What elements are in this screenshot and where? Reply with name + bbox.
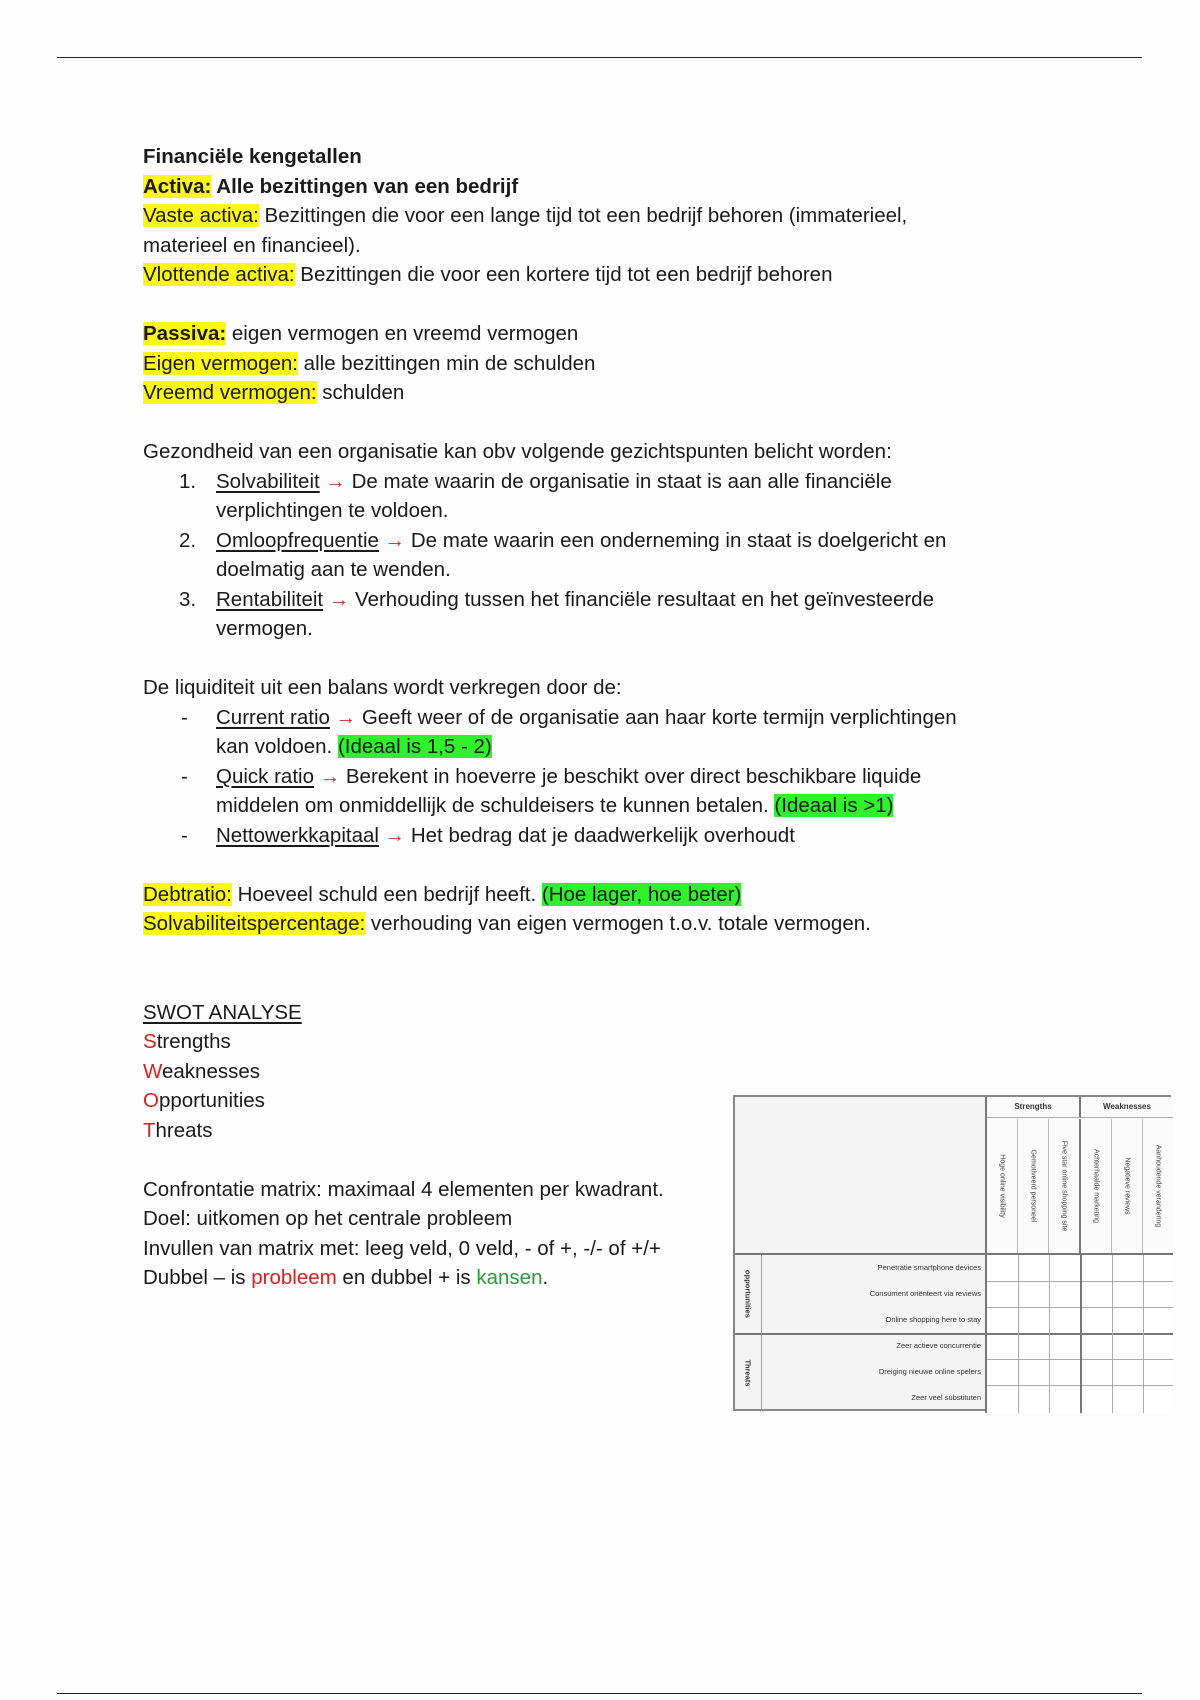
swot-item: Opportunities — [143, 1089, 265, 1112]
bottom-rule — [57, 1693, 1142, 1694]
list-item: - Nettowerkkapitaal → Het bedrag dat je daadwerkelijk overhoudt — [181, 823, 795, 847]
vaste-activa-label: Vaste activa: — [143, 204, 259, 227]
list-item: - Current ratio → Geeft weer of de organisatie aan haar korte termijn verplichtingen kan voldoen. (Ideaal is 1,5 - 2) — [181, 705, 957, 758]
matrix-header — [985, 1097, 1173, 1253]
page-title: Financiële kengetallen — [143, 145, 362, 168]
probleem-word: probleem — [251, 1266, 337, 1289]
passiva-line — [143, 319, 1043, 349]
opportunities-side-label: opportunities — [735, 1255, 762, 1333]
solvabiliteitspercentage-line: Solvabiliteitspercentage: verhouding van eigen vermogen t.o.v. totale vermogen. — [143, 912, 871, 935]
list-item: - Quick ratio → Berekent in hoeverre je beschikt over direct beschikbare liquide middelen om onmiddellijk de schuldeisers te kunnen betalen. (Ideaal is >1) — [181, 764, 922, 817]
swot-line-3: Invullen van matrix met: leeg veld, 0 veld, - of +, -/- of +/+ — [143, 1236, 661, 1260]
list-number: 1. — [179, 469, 197, 493]
vreemd-vermogen-text: schulden — [316, 381, 405, 404]
activa-line — [143, 172, 1043, 202]
term-omloopfrequentie: Omloopfrequentie — [216, 528, 379, 552]
strengths-header: Strengths — [987, 1097, 1081, 1118]
swot-item: Strengths — [143, 1030, 231, 1053]
vlottende-activa-line — [143, 260, 1043, 290]
ideal-badge: (Ideaal is >1) — [774, 794, 894, 817]
term-quick-ratio: Quick ratio — [216, 764, 314, 788]
swot-line-1: Confrontatie matrix: maximaal 4 elementen per kwadrant. — [143, 1177, 664, 1201]
swot-item: Weaknesses — [143, 1059, 260, 1083]
swot-title: SWOT ANALYSE — [143, 1000, 302, 1024]
vlottende-activa-label: Vlottende activa: — [143, 263, 295, 286]
eigen-vermogen-label: Eigen vermogen: — [143, 351, 298, 375]
matrix-row-label: Zeer veel substituten — [911, 1393, 981, 1402]
eigen-vermogen-line — [143, 349, 1043, 379]
matrix-row-label: Zeer actieve concurrentie — [896, 1341, 981, 1350]
arrow-icon: → — [325, 469, 346, 493]
matrix-column: Hoge online visibility — [987, 1119, 1018, 1253]
term-solvabiliteit: Solvabiliteit — [216, 469, 320, 493]
matrix-column: Negatieve reviews — [1112, 1119, 1143, 1253]
arrow-icon: → — [384, 528, 406, 552]
confrontation-matrix — [733, 1095, 1171, 1411]
list-number: 2. — [179, 528, 197, 552]
matrix-column: Gemotiveerd personeel — [1018, 1119, 1049, 1253]
list-number: 3. — [179, 587, 197, 611]
liquiditeit-list — [143, 703, 1043, 851]
list-item: 2. Omloopfrequentie → De mate waarin een onderneming in staat is doelgericht en doelmatig aan te wenden. — [143, 526, 1043, 585]
activa-label: Activa: — [143, 174, 212, 198]
matrix-grid — [985, 1253, 1173, 1413]
matrix-column: Five star online shopping site — [1049, 1119, 1081, 1253]
swot-item: Threats — [143, 1118, 213, 1142]
passiva-label: Passiva: — [143, 322, 227, 345]
vlottende-activa-text: Bezittingen die voor een kortere tijd tot een bedrijf behoren — [294, 263, 833, 286]
matrix-row-label: Dreiging nieuwe online spelers — [878, 1367, 981, 1376]
arrow-icon: → — [335, 705, 357, 729]
list-item: 1. Solvabiliteit → De mate waarin de organisatie in staat is aan alle financiële verplichtingen te voldoen. — [143, 467, 1043, 526]
arrow-icon: → — [328, 587, 350, 611]
term-current-ratio: Current ratio — [216, 705, 330, 729]
vreemd-vermogen-label: Vreemd vermogen: — [143, 381, 317, 404]
ideal-badge: (Ideaal is 1,5 - 2) — [337, 735, 492, 758]
top-rule — [57, 57, 1142, 58]
matrix-column: Achterhaalde marketing — [1081, 1119, 1112, 1253]
activa-text: Alle bezittingen van een bedrijf — [211, 174, 519, 198]
debtratio-badge: (Hoe lager, hoe beter) — [541, 882, 742, 906]
term-rentabiliteit: Rentabiliteit — [216, 587, 324, 611]
gezondheid-intro: Gezondheid van een organisatie kan obv volgende gezichtspunten belicht worden: — [143, 440, 892, 463]
eigen-vermogen-text: alle bezittingen min de schulden — [297, 351, 596, 375]
liquiditeit-intro: De liquiditeit uit een balans wordt verkregen door de: — [143, 676, 622, 699]
swot-line-2: Doel: uitkomen op het centrale probleem — [143, 1207, 513, 1230]
solvabiliteitspercentage-label: Solvabiliteitspercentage: — [143, 912, 366, 935]
swot-line-4: Dubbel – is probleem en dubbel + is kansen. — [143, 1266, 549, 1289]
vaste-activa-line2: materieel en financieel). — [143, 233, 361, 257]
kansen-word: kansen — [476, 1266, 543, 1289]
threats-side-label: Threats — [735, 1335, 762, 1411]
matrix-row-label: Online shopping here to stay — [885, 1315, 981, 1324]
gezondheid-list — [143, 467, 1043, 644]
weaknesses-header: Weaknesses — [1081, 1097, 1173, 1118]
passiva-text: eigen vermogen en vreemd vermogen — [226, 322, 579, 345]
swot-section — [143, 998, 733, 1293]
arrow-icon: → — [319, 764, 341, 788]
matrix-row-label: Consument oriënteert via reviews — [869, 1289, 981, 1298]
arrow-icon: → — [384, 823, 406, 847]
matrix-row-label: Penetratie smartphone devices — [877, 1263, 981, 1272]
matrix-column: Aanhoudende verandering — [1154, 1144, 1162, 1228]
debtratio-line: Debtratio: Hoeveel schuld een bedrijf heeft. (Hoe lager, hoe beter) — [143, 882, 742, 906]
debtratio-label: Debtratio: — [143, 882, 232, 906]
vaste-activa-line — [143, 201, 1043, 231]
vreemd-vermogen-line — [143, 378, 1043, 408]
term-nettowerkkapitaal: Nettowerkkapitaal — [216, 823, 379, 847]
list-item: 3. Rentabiliteit → Verhouding tussen het financiële resultaat en het geïnvesteerde vermogen. — [143, 585, 1043, 644]
vaste-activa-text: Bezittingen die voor een lange tijd tot een bedrijf behoren (immaterieel, — [258, 204, 908, 227]
